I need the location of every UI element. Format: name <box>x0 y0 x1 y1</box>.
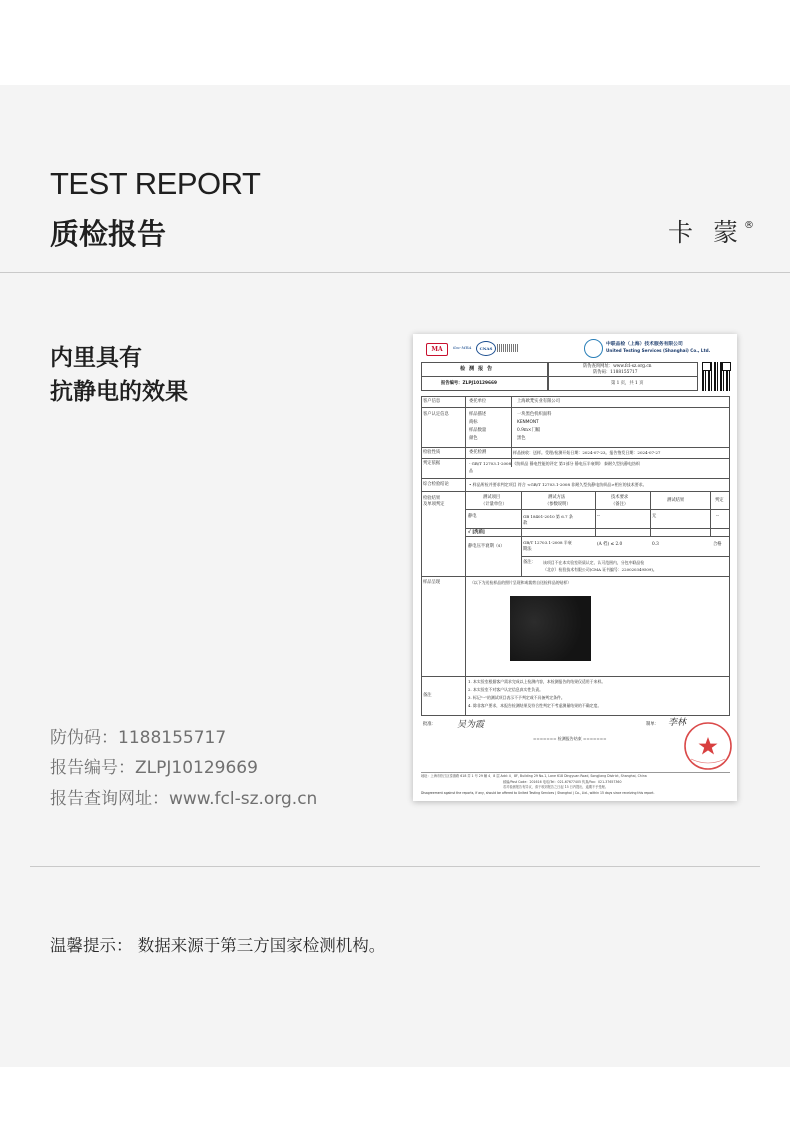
row-line <box>465 536 730 537</box>
ilac-logo: ilac-MRA <box>453 345 472 350</box>
col-line <box>595 491 596 536</box>
approve-label: 批准： <box>423 722 436 727</box>
results-label-2: 及单项判定 <box>423 502 445 507</box>
r1-method-2: 款 <box>523 521 528 526</box>
make-signature: 李林 <box>668 718 687 728</box>
r1-item: 静电 <box>468 514 477 519</box>
r2-requirement: (A 档) ≤ 2.0 <box>597 542 623 547</box>
client-key: 委托单位 <box>469 399 487 404</box>
r2-method: GB/T 12703.1-2008 半衰 <box>523 540 572 545</box>
th-result: 测试结果 <box>667 498 685 503</box>
brand-logo <box>668 213 754 249</box>
th-requirement-note: （备注） <box>611 502 629 507</box>
r2-result: 0.3 <box>652 542 659 547</box>
r1-requirement: -- <box>597 514 600 519</box>
th-item: 测试项目 <box>483 495 501 500</box>
grid-label-column <box>465 396 466 716</box>
row-line <box>421 491 730 492</box>
page-title-cn: 质检报告 <box>50 217 167 251</box>
note-key: 备注： <box>523 560 536 565</box>
footer-contact: 邮编/Post Code：201616 电话/Tel：021-67677405 传真/Fax：021-37657360 <box>503 780 622 784</box>
anticounterfeit-code: 防伪码：1188155717 <box>50 728 227 748</box>
r2-method-2: 期法 <box>523 547 532 552</box>
sample-val-color: 黑色 <box>517 436 526 441</box>
row-line <box>421 576 730 577</box>
standard-value-line2: 品 <box>469 468 473 473</box>
registered-mark: ® <box>743 219 754 231</box>
report-number: 报告编号：ZLPJ10129669 <box>50 758 258 778</box>
remark-3: 3. 标记"--"的测试项目表示不予判定或不具备判定条件。 <box>468 695 565 700</box>
nature-label: 检验性质 <box>423 450 441 455</box>
sample-key-color: 颜色 <box>469 436 478 441</box>
lab-name-en: United Testing Services (Shanghai) Co., Ltd. <box>606 348 711 353</box>
row-line <box>421 676 730 677</box>
page-title-en: TEST REPORT <box>50 166 261 201</box>
make-label: 制单： <box>646 722 659 727</box>
row-line <box>465 509 730 510</box>
footer-objection: 若对检测报告有异议，请于收到报告之日起 15 日内提出，逾期不予受理。 <box>503 785 608 789</box>
footer-disclaimer: Disagreement against the reports, if any, should be offered to United Testing Services ( Shanghai ) Co., Ltd., within 15 days since receiving this report. <box>421 791 655 795</box>
r1-judge: -- <box>716 514 719 519</box>
qr-code-icon <box>702 362 731 391</box>
brand-name: 卡 蒙 <box>668 218 744 247</box>
remark-2: 2. 本实验室不对客户认定信息真实性负责。 <box>468 687 543 692</box>
meta-box-divider <box>548 376 698 377</box>
feature-line-2: 抗静电的效果 <box>50 379 188 405</box>
doc-title: 检 测 报 告 <box>460 366 494 372</box>
footer-divider <box>30 866 760 867</box>
approve-signature: 吴为霞 <box>457 720 485 730</box>
sample-val-desc: 一块黑色机织面料 <box>517 412 552 417</box>
remarks-label: 备注 <box>423 693 432 698</box>
standard-value-line1: - GB/T 12703.1-2008 《纺织品 静电性能的评定 第1部分 静电压半衰期》 泰耐久型抗静电纺织 <box>469 461 641 466</box>
th-judge: 判定 <box>715 498 724 503</box>
conclusion-label: 综合检验结论 <box>423 482 449 487</box>
row-line <box>521 556 730 557</box>
r1-result: 无 <box>652 514 657 519</box>
doc-query-site: 防伪查询网址：www.fcl-sz.org.cn <box>583 364 652 369</box>
row-line <box>421 458 730 459</box>
results-label-1: 检验结果 <box>423 496 441 501</box>
photo-caption: （以下为送检样品的照片呈现和或裁剪自送检样品的贴样） <box>470 580 572 585</box>
note-line-1: 该项目不在本实验室资质认定、认可范围内，分包中联品检 <box>543 560 645 565</box>
report-end-line: ======= 检测报告结束 ======= <box>533 736 607 741</box>
fabric-sample-photo <box>510 596 591 661</box>
nature-value: 样品接收：送样。受理/检测开始日期：2024-07-23。报告签发日期：2024-07-27 <box>513 450 661 455</box>
note-line-2: （北京）检验技术有限公司(CMA 证书编号：220020349509)。 <box>543 567 657 572</box>
client-label: 客户信息 <box>423 399 441 404</box>
row-line <box>465 528 730 529</box>
test-report-document[interactable] <box>413 334 737 801</box>
col-line <box>710 491 711 536</box>
sample-key-desc: 样品描述 <box>469 412 487 417</box>
remark-4: 4. 除非客户要求，本报告检测结果及符合性判定不考虑测量结果的不确定度。 <box>468 703 602 708</box>
standard-label: 判定依据 <box>423 461 441 466</box>
r2-judge: 合格 <box>713 542 722 547</box>
th-method-param: （参数说明） <box>545 502 571 507</box>
th-requirement: 技术要求 <box>611 495 629 500</box>
doc-page-number: 第 1 页，共 1 页 <box>611 381 644 386</box>
report-query-url: 报告查询网址：www.fcl-sz.org.cn <box>50 789 318 809</box>
nature-key: 委托检测 <box>469 450 487 455</box>
remark-1: 1. 本实验室根据客户需求完成以上检测内容，本检测报告的结果仅适用于来样。 <box>468 679 606 684</box>
col-line <box>650 491 651 536</box>
footer-tip: 温馨提示： 数据来源于第三方国家检测机构。 <box>50 936 386 955</box>
title-box-divider <box>421 376 548 377</box>
header-divider <box>0 272 790 273</box>
accreditation-marks <box>497 344 519 352</box>
row-line <box>421 478 730 479</box>
col-line <box>521 491 522 576</box>
sample-label: 客户认定信息 <box>423 412 449 417</box>
photo-label: 样品呈现 <box>423 580 441 585</box>
feature-line-1: 内里具有 <box>50 345 142 371</box>
cma-logo: MA <box>426 343 448 356</box>
cnas-logo: CNAS <box>476 341 496 356</box>
th-method: 测试方法 <box>548 495 566 500</box>
row-line <box>421 407 730 408</box>
prewash-flag: ✓ [洗前] <box>468 530 485 535</box>
sample-key-qty: 样品数量 <box>469 428 487 433</box>
footer-address: 地址：上海市松江区泰旗路 618 弄 1 号 29 幢 4、8 层 Add: 4、8F, Building 29 No.1, Lane 618 Dingyuan Road, Songjiang District, Shanghai, China <box>421 774 647 778</box>
lab-name-cn: 中联品检（上海）技术服务有限公司 <box>606 342 683 347</box>
uts-logo-icon <box>584 339 603 358</box>
row-line <box>421 447 730 448</box>
conclusion-value: • 样品所检并要求判定项目 符合 <GB/T 12703.1-2008 非耐久型抗静电纺织品>相应的技术要求。 <box>469 482 647 487</box>
sample-val-qty: 0.9m×门幅 <box>517 428 541 433</box>
th-item-unit: （计量单位） <box>481 502 507 507</box>
r1-method: GB 18401-2010 第 6.7 条 <box>523 514 573 519</box>
doc-report-number: 报告编号：ZLPJ10129669 <box>441 381 498 386</box>
doc-anti-code: 防伪码：1188155717 <box>593 370 638 375</box>
sample-val-brand: KENMONT <box>517 420 539 425</box>
official-red-stamp <box>683 721 733 771</box>
client-value: 上海欧梵实业有限公司 <box>517 399 560 404</box>
r2-item: 静电压半衰期（s） <box>468 544 505 549</box>
sample-key-brand: 商标 <box>469 420 478 425</box>
